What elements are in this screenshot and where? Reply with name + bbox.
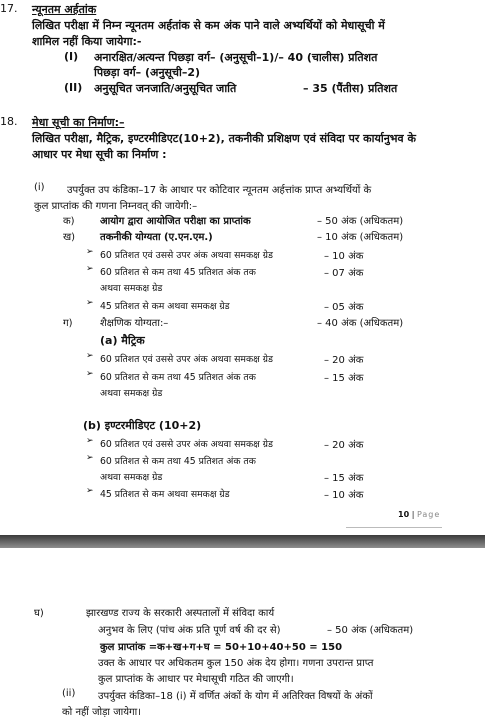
sub-ii-line2: को नहीं जोड़ा जायेगा। [62, 707, 142, 718]
kh-value: – 10 अंक (अधिकतम) [317, 232, 404, 243]
arrow-bullet-icon: ➢ [86, 351, 94, 361]
matric-bullet-2-cont: अथवा समकक्ष ग्रेड [100, 388, 163, 399]
section-18-line2: आधार पर मेधा सूची का निर्माण : [32, 148, 167, 161]
kh-bullet-2-value: – 07 अंक [324, 268, 364, 279]
kh-bullet-2-cont: अथवा समकक्ष ग्रेड [100, 283, 163, 294]
k-text: आयोग द्वारा आयोजित परीक्षा का प्राप्तांक [100, 216, 251, 227]
arrow-bullet-icon: ➢ [86, 436, 94, 446]
inter-bullet-1: 60 प्रतिशत एवं उससे उपर अंक अथवा समकक्ष ग्रेड [100, 439, 273, 450]
kh-bullet-3-value: – 05 अंक [324, 302, 364, 313]
inter-bullet-3-value: – 10 अंक [324, 490, 364, 501]
inter-bullet-2-cont: अथवा समकक्ष ग्रेड [100, 472, 163, 483]
total-score: कुल प्राप्तांक =क+ख+ग+घ = 50+10+40+50 = 150 [100, 642, 343, 653]
k-label: क) [63, 216, 75, 227]
sub-i-line2: कुल प्राप्तांक की गणना निम्नवत् की जायेगी:– [34, 201, 198, 212]
matric-bullet-2: 60 प्रतिशत से कम तथा 45 प्रतिशत अंक तक [100, 372, 256, 383]
section-17-line2: शामिल नहीं किया जायेगा:- [32, 35, 142, 48]
item-1-number: (I) [64, 50, 79, 63]
arrow-bullet-icon: ➢ [86, 247, 94, 257]
footer-rule [346, 527, 442, 528]
g-text: शैक्षणिक योग्यता:– [100, 318, 169, 329]
sub-ii-line1: उपर्युक्त कंडिका–18 (i) में वर्णित अंकों के योग में अतिरिक्त विषयों के अंकों [98, 691, 373, 702]
section-17-number: 17. [0, 2, 18, 15]
inter-bullet-3: 45 प्रतिशत से कम अथवा समकक्ष ग्रेड [100, 489, 230, 500]
kh-bullet-2: 60 प्रतिशत से कम तथा 45 प्रतिशत अंक तक [100, 267, 256, 278]
section-18-line1: लिखित परीक्षा, मैट्रिक, इण्टरमीडिएट(10+2), तकनीकी प्रशिक्षण एवं संविदा पर कार्यानुभव के [32, 132, 416, 145]
item-2-text: अनुसूचित जनजाति/अनुसूचित जाति [94, 82, 237, 95]
arrow-bullet-icon: ➢ [86, 264, 94, 274]
item-1-text: अनारक्षित/अत्यन्त पिछड़ा वर्ग– (अनुसूची–1)/– 40 (चालीस) प्रतिशत [94, 51, 378, 64]
inter-bullet-2-value: – 15 अंक [324, 473, 364, 484]
section-17-line1: लिखित परीक्षा में निम्न न्यूनतम अर्हतांक से कम अंक पाने वाले अभ्यर्थियों को मेधासूची में [32, 19, 385, 32]
g-value: – 40 अंक (अधिकतम) [317, 318, 404, 329]
kh-bullet-1: 60 प्रतिशत एवं उससे उपर अंक अथवा समकक्ष ग्रेड [100, 250, 273, 261]
kh-text: तकनीकी योग्यता (ए.एन.एम.) [100, 232, 213, 243]
section-18-title: मेधा सूची का निर्माण:– [32, 116, 125, 129]
gh-value: – 50 अंक (अधिकतम) [327, 625, 414, 636]
arrow-bullet-icon: ➢ [86, 369, 94, 379]
arrow-bullet-icon: ➢ [86, 298, 94, 308]
arrow-bullet-icon: ➢ [86, 486, 94, 496]
matric-bullet-2-value: – 15 अंक [324, 373, 364, 384]
kh-bullet-3: 45 प्रतिशत से कम अथवा समकक्ष ग्रेड [100, 301, 230, 312]
page-separator [0, 535, 485, 548]
item-1-text-cont: पिछड़ा वर्ग– (अनुसूची–2) [94, 66, 200, 79]
section-17-title: न्यूनतम अर्हतांक [32, 3, 97, 16]
arrow-bullet-icon: ➢ [86, 453, 94, 463]
note-line1: उक्त के आधार पर अधिकतम कुल 150 अंक देय होगा। गणना उपरान्त प्राप्त [98, 658, 374, 669]
matric-bullet-1: 60 प्रतिशत एवं उससे उपर अंक अथवा समकक्ष ग्रेड [100, 354, 273, 365]
item-2-number: (II) [64, 81, 83, 94]
intermediate-heading: (b) इण्टरमीडिएट (10+2) [83, 419, 202, 432]
gh-line1: झारखण्ड राज्य के सरकारी अस्पतालों में संविदा कार्य [86, 608, 275, 619]
matric-bullet-1-value: – 20 अंक [324, 355, 364, 366]
inter-bullet-1-value: – 20 अंक [324, 440, 364, 451]
item-2-value: – 35 (पैंतीस) प्रतिशत [303, 82, 398, 95]
gh-line2: अनुभव के लिए (पांच अंक प्रति पूर्ण वर्ष की दर से) [98, 625, 281, 636]
inter-bullet-2: 60 प्रतिशत से कम तथा 45 प्रतिशत अंक तक [100, 456, 256, 467]
sub-ii-number: (ii) [62, 688, 76, 699]
section-18-number: 18. [0, 115, 18, 128]
gh-label: घ) [34, 608, 44, 619]
g-label: ग) [63, 318, 73, 329]
sub-i-number: (i) [34, 182, 45, 193]
k-value: – 50 अंक (अधिकतम) [317, 216, 404, 227]
kh-bullet-1-value: – 10 अंक [324, 251, 364, 262]
note-line2: कुल प्राप्तांक के आधार पर मेधासूची गठित की जाएगी। [98, 674, 294, 685]
sub-i-line1: उपर्युक्त उप कंडिका–17 के आधार पर कोटिवार न्यूनतम अर्हत्तांक प्राप्त अभ्यर्थियों के [67, 185, 372, 196]
kh-label: ख) [63, 232, 76, 243]
page-number: 10 | Page [398, 510, 441, 519]
matric-heading: (a) मैट्रिक [100, 334, 145, 347]
